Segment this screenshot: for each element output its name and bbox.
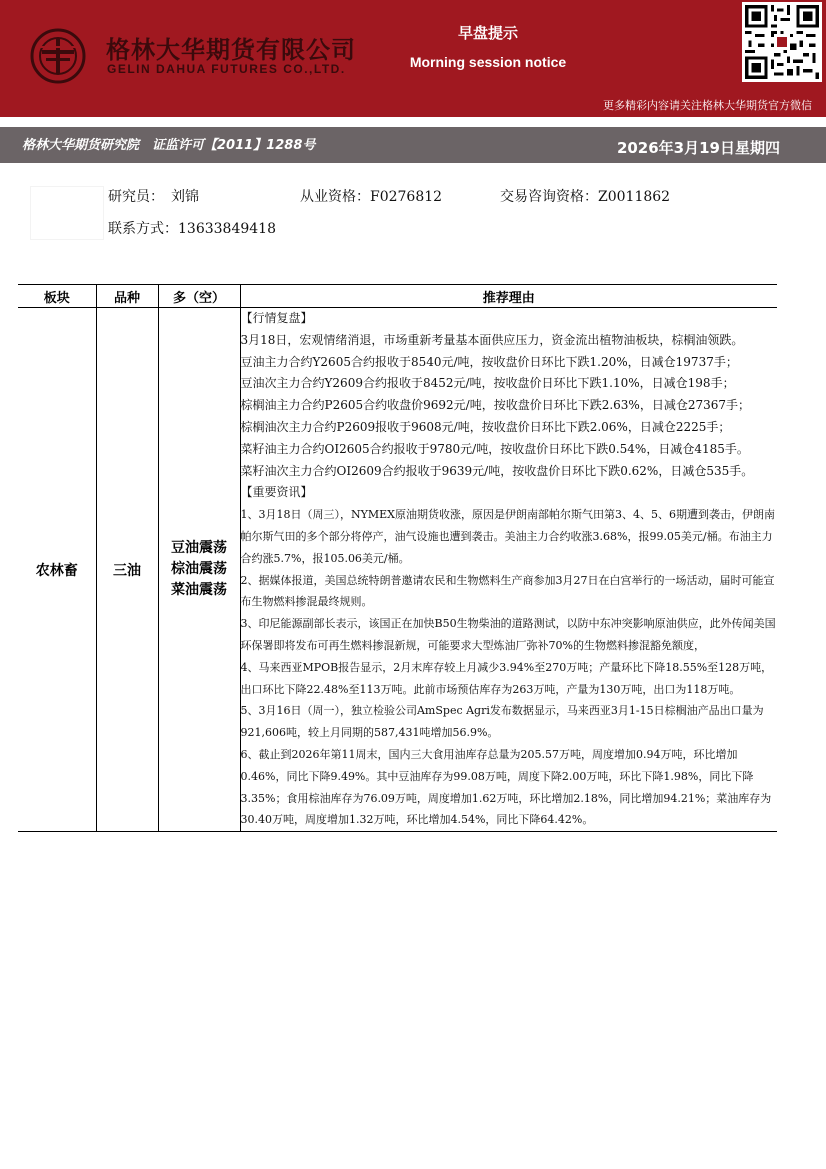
header-reason: 推荐理由 [240,285,777,308]
table-row [18,308,777,832]
contact-phone: 联系方式：13633849418 [108,221,276,237]
news-item: 4、马来西亚MPOB报告显示，2月末库存较上月减少3.94%至270万吨；产量环比下降18.55%至128万吨，出口环比下降22.48%至113万吨。此前市场预估库存为263万吨，产量为130万吨，出口为118万吨。 [240,660,773,696]
reason-cell [240,308,777,832]
review-paragraph: 棕榈油主力合约P2605合约收盘价9692元/吨，按收盘价日环比下跌2.63%，日减仓27367手； [240,398,750,413]
review-paragraph: 菜籽油次主力合约OI2609合约报收于9639元/吨，按收盘价日环比下跌0.62%，日减仓535手。 [240,463,754,478]
direction-cell [158,308,240,832]
news-item: 2、据媒体报道，美国总统特朗普邀请农民和生物燃料生产商参加3月27日在白宫举行的一场活动，届时可能宣布生物燃料掺混最终规则。 [240,573,775,609]
company-name-en: GELIN DAHUA FUTURES CO.,LTD. [107,62,346,76]
variety-cell: 三油 [96,308,158,832]
wechat-follow-note: 更多精彩内容请关注格林大华期货官方微信 [603,99,812,112]
header-variety: 品种 [96,285,158,308]
direction-rapeseed-oil: 菜油震荡 [171,582,227,599]
report-date: 2026年3月19日星期四 [616,139,780,157]
header-direction: 多（空） [158,285,240,308]
review-paragraph: 菜籽油主力合约OI2605合约报收于9780元/吨，按收盘价日环比下跌0.54%，日减仓4185手。 [240,441,749,456]
direction-palm-oil: 棕油震荡 [171,561,227,578]
company-logo-icon [30,28,86,84]
report-title-en: Morning session notice [409,54,567,70]
company-name-cn: 格林大华期货有限公司 [106,36,356,64]
review-paragraph: 豆油主力合约Y2605合约报收于8540元/吨，按收盘价日环比下跌1.20%，日减仓19737手； [240,354,738,369]
table-header-row [18,285,777,308]
review-paragraph: 棕榈油次主力合约P2609报收于9608元/吨，按收盘价日环比下跌2.06%，日减仓2225手； [240,419,731,434]
report-title-cn: 早盘提示 [457,24,518,42]
review-section-title: 【行情复盘】 [240,311,313,325]
news-item: 1、3月18日（周三），NYMEX原油期货收涨，原因是伊朗南部帕尔斯气田第3、4、5、6期遭到袭击，伊朗南帕尔斯气田的多个部分将停产，油气设施也遭到袭击。美油主力合约收涨3.68%，报99.05美元/桶。布油主力合约涨5.7%，报105.06美元/桶。 [240,508,775,565]
news-section-title: 【重要资讯】 [240,485,313,500]
institute-license: 格林大华期货研究院 证监许可【2011】1288号 [22,138,316,153]
direction-soybean-oil: 豆油震荡 [171,540,227,557]
news-item: 6、截止到2026年第11周末，国内三大食用油库存总量为205.57万吨，周度增加0.94万吨，环比增加0.46%，同比下降9.49%。其中豆油库存为99.08万吨，周度下降2.00万吨，环比下降1.98%，同比下降3.35%；食用棕油库存为76.09万吨，周度增加1.62万吨，环比增加2.18%，同比增加94.21%；菜油库存为30.40万吨，周度增加1.32万吨，环比增加4.54%，同比下降64.42%。 [240,747,772,827]
analyst-photo-placeholder [30,186,104,240]
wechat-qr-code-icon [742,2,822,82]
review-paragraph: 3月18日，宏观情绪消退，市场重新考量基本面供应压力，资金流出植物油板块，棕榈油领跌。 [240,332,744,347]
news-item: 5、3月16日（周一），独立检验公司AmSpec Agri发布数据显示，马来西亚3月1-15日棕榈油产品出口量为921,606吨，较上月同期的587,431吨增加56.9%。 [240,704,764,740]
header-sector: 板块 [18,285,96,308]
practice-qualification: 从业资格：F0276812 [300,189,443,205]
researcher-name: 研究员： 刘锦 [108,189,199,205]
review-paragraph: 豆油次主力合约Y2609合约报收于8452元/吨，按收盘价日环比下跌1.10%，日减仓198手； [240,376,735,391]
sector-cell: 农林畜 [18,308,96,832]
recommendation-table [18,284,777,832]
news-item: 3、印尼能源副部长表示，该国正在加快B50生物柴油的道路测试，以防中东冲突影响原油供应，此外传闻美国环保署即将发布可再生燃料掺混新规，可能要求大型炼油厂弥补70%的生物燃料掺混豁免额度， [240,617,776,652]
consult-qualification: 交易咨询资格：Z0011862 [500,189,671,205]
